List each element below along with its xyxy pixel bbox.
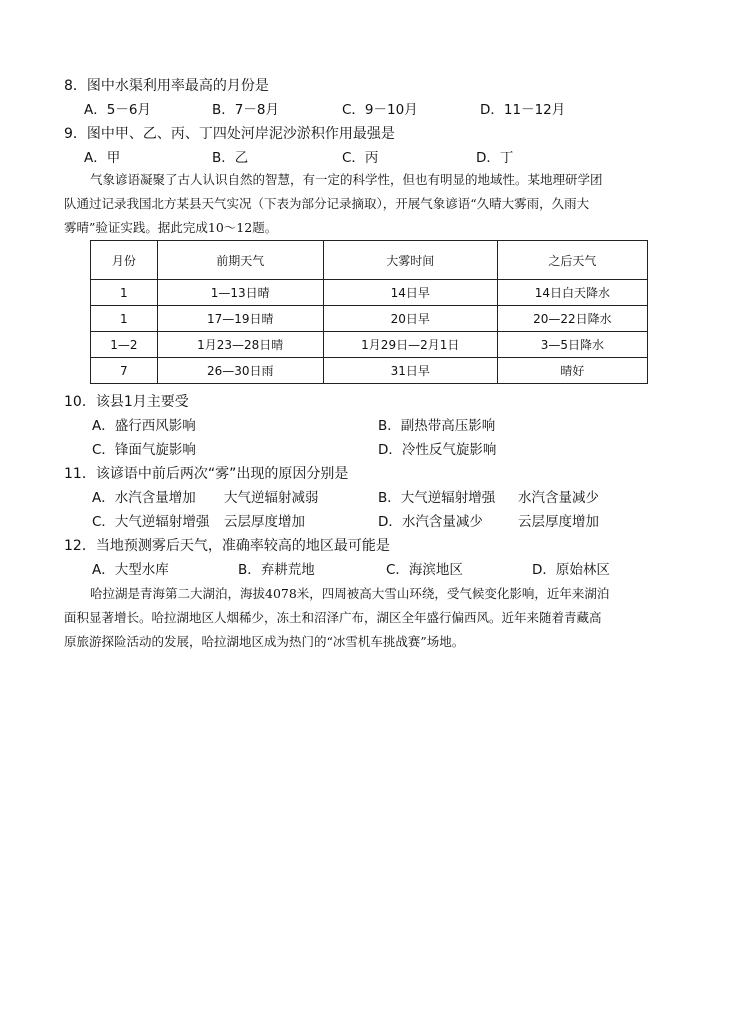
header-fog-time: 大雾时间 bbox=[323, 241, 497, 280]
q10-stem: 10．该县1月主要受 bbox=[64, 394, 189, 410]
table-cell: 26—30日雨 bbox=[157, 358, 323, 384]
passage1-line3: 雾晴”验证实践。据此完成10～12题。 bbox=[64, 220, 278, 235]
table-row bbox=[91, 280, 648, 306]
q11-option-b-second: 水汽含量减少 bbox=[518, 490, 599, 506]
passage-weather-proverb bbox=[64, 168, 674, 240]
header-after-weather: 之后天气 bbox=[497, 241, 647, 280]
passage2-line2: 面积显著增长。哈拉湖地区人烟稀少，冻土和沼泽广布，湖区全年盛行偏西风。近年来随着青藏高 bbox=[64, 610, 602, 625]
q11-stem: 11．该谚语中前后两次“雾”出现的原因分别是 bbox=[64, 466, 349, 482]
table-cell: 1—2 bbox=[91, 332, 158, 358]
passage1-line1: 气象谚语凝聚了古人认识自然的智慧，有一定的科学性，但也有明显的地域性。某地理研学团 bbox=[90, 172, 603, 187]
q9-stem: 9．图中甲、乙、丙、丁四处河岸泥沙淤积作用最强是 bbox=[64, 126, 395, 142]
q12-stem: 12．当地预测雾后天气，准确率较高的地区最可能是 bbox=[64, 538, 390, 554]
table-cell: 1月23—28日晴 bbox=[157, 332, 323, 358]
passage-hala-lake bbox=[64, 582, 674, 654]
table-cell: 31日早 bbox=[323, 358, 497, 384]
q8-option-d: D．11－12月 bbox=[480, 102, 566, 118]
q11-option-a-first: A．水汽含量增加 bbox=[92, 490, 196, 506]
q10-option-b: B．副热带高压影响 bbox=[378, 418, 496, 434]
q9-option-b: B．乙 bbox=[212, 150, 249, 166]
passage1-line2: 队通过记录我国北方某县天气实况（下表为部分记录摘取），开展气象谚语“久晴大雾雨，久雨大 bbox=[64, 196, 590, 211]
q10-option-a: A．盛行西风影响 bbox=[92, 418, 196, 434]
table-cell: 14日白天降水 bbox=[497, 280, 647, 306]
table-row bbox=[91, 332, 648, 358]
table-header-row bbox=[91, 241, 648, 280]
table-cell: 20—22日降水 bbox=[497, 306, 647, 332]
table-row bbox=[91, 306, 648, 332]
q10-option-c: C．锋面气旋影响 bbox=[92, 442, 196, 458]
table-row bbox=[91, 358, 648, 384]
q11-option-d-first: D．水汽含量减少 bbox=[378, 514, 483, 530]
table-cell: 3—5日降水 bbox=[497, 332, 647, 358]
table-cell: 1 bbox=[91, 280, 158, 306]
q8-option-a: A．5－6月 bbox=[84, 102, 151, 118]
q11-option-b-first: B．大气逆辐射增强 bbox=[378, 490, 496, 506]
header-prior-weather: 前期天气 bbox=[157, 241, 323, 280]
table-cell: 14日早 bbox=[323, 280, 497, 306]
weather-record-table bbox=[90, 240, 648, 384]
q10-option-d: D．冷性反气旋影响 bbox=[378, 442, 497, 458]
q12-option-c: C．海滨地区 bbox=[386, 562, 463, 578]
table-cell: 20日早 bbox=[323, 306, 497, 332]
passage2-line1: 哈拉湖是青海第二大湖泊，海拔4078米，四周被高大雪山环绕，受气候变化影响，近年来湖泊 bbox=[90, 586, 610, 601]
q11-option-c-first: C．大气逆辐射增强 bbox=[92, 514, 210, 530]
table-cell: 1月29日—2月1日 bbox=[323, 332, 497, 358]
q12-option-d: D．原始林区 bbox=[532, 562, 610, 578]
q12-option-a: A．大型水库 bbox=[92, 562, 169, 578]
q8-option-b: B．7－8月 bbox=[212, 102, 279, 118]
q8-option-c: C．9－10月 bbox=[342, 102, 418, 118]
q11-option-a-second: 大气逆辐射减弱 bbox=[224, 490, 319, 506]
q9-option-d: D．丁 bbox=[476, 150, 514, 166]
table-cell: 1 bbox=[91, 306, 158, 332]
q11-option-d-second: 云层厚度增加 bbox=[518, 514, 599, 530]
header-month: 月份 bbox=[91, 241, 158, 280]
q8-stem: 8．图中水渠利用率最高的月份是 bbox=[64, 78, 269, 94]
table-cell: 17—19日晴 bbox=[157, 306, 323, 332]
passage2-line3: 原旅游探险活动的发展，哈拉湖地区成为热门的“冰雪机车挑战赛”场地。 bbox=[64, 634, 465, 649]
q11-option-c-second: 云层厚度增加 bbox=[224, 514, 305, 530]
q9-option-a: A．甲 bbox=[84, 150, 121, 166]
q9-option-c: C．丙 bbox=[342, 150, 379, 166]
table-cell: 1—13日晴 bbox=[157, 280, 323, 306]
table-cell: 7 bbox=[91, 358, 158, 384]
q12-option-b: B．弃耕荒地 bbox=[238, 562, 315, 578]
table-cell: 晴好 bbox=[497, 358, 647, 384]
